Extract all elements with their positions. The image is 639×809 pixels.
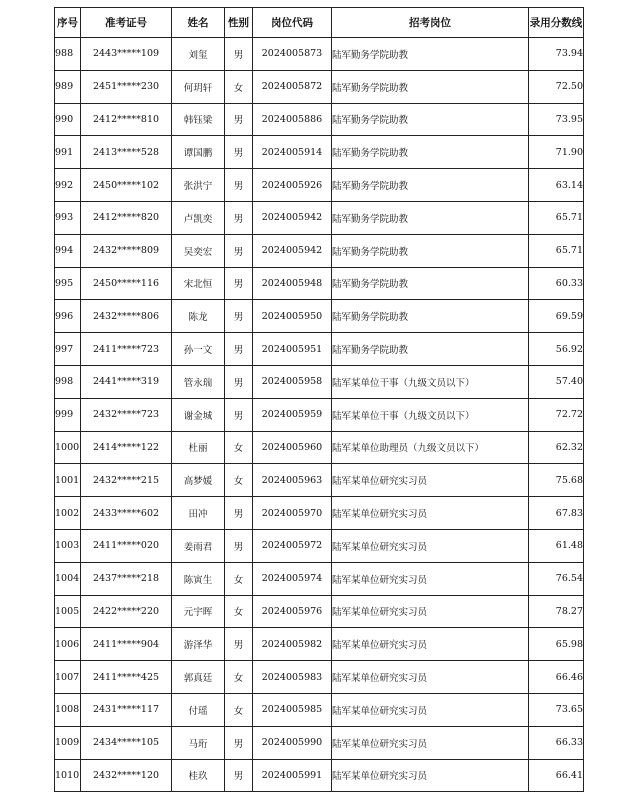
cell-gender: 男	[225, 726, 253, 759]
cell-post: 陆军某单位干事（九级文员以下）	[332, 398, 529, 431]
cell-post: 陆军勤务学院助教	[332, 201, 529, 234]
cell-seq: 1005	[55, 595, 81, 628]
cell-gender: 男	[225, 398, 253, 431]
cell-name: 刘玺	[172, 38, 225, 71]
cell-gender: 女	[225, 595, 253, 628]
cell-name: 孙一文	[172, 333, 225, 366]
cell-score: 78.27	[529, 595, 584, 628]
cell-post-code: 2024005942	[253, 201, 332, 234]
cell-score: 72.72	[529, 398, 584, 431]
cell-post-code: 2024005976	[253, 595, 332, 628]
cell-gender: 男	[225, 300, 253, 333]
cell-name: 陈龙	[172, 300, 225, 333]
cell-post-code: 2024005958	[253, 365, 332, 398]
cell-exam-id: 2450*****116	[81, 267, 172, 300]
cell-gender: 女	[225, 661, 253, 694]
cell-gender: 男	[225, 497, 253, 530]
cell-seq: 996	[55, 300, 81, 333]
cell-gender: 女	[225, 693, 253, 726]
cell-score: 73.65	[529, 693, 584, 726]
table-row	[55, 234, 584, 267]
cell-seq: 1000	[55, 431, 81, 464]
cell-score: 56.92	[529, 333, 584, 366]
cell-score: 73.94	[529, 38, 584, 71]
cell-name: 卢凯奕	[172, 201, 225, 234]
cell-post-code: 2024005970	[253, 497, 332, 530]
cell-exam-id: 2432*****215	[81, 464, 172, 497]
cell-gender: 女	[225, 431, 253, 464]
table-row	[55, 497, 584, 530]
cell-score: 60.33	[529, 267, 584, 300]
cell-post-code: 2024005942	[253, 234, 332, 267]
cell-score: 71.90	[529, 136, 584, 169]
cell-score: 66.33	[529, 726, 584, 759]
cell-score: 73.95	[529, 103, 584, 136]
cell-post: 陆军某单位干事（九级文员以下）	[332, 365, 529, 398]
table-row	[55, 38, 584, 71]
cell-post-code: 2024005873	[253, 38, 332, 71]
cell-post-code: 2024005985	[253, 693, 332, 726]
cell-score: 75.68	[529, 464, 584, 497]
cell-post: 陆军勤务学院助教	[332, 103, 529, 136]
cell-gender: 女	[225, 464, 253, 497]
score-table	[54, 7, 584, 792]
table-row	[55, 201, 584, 234]
table-row	[55, 136, 584, 169]
cell-name: 吴奕宏	[172, 234, 225, 267]
cell-score: 65.71	[529, 201, 584, 234]
cell-name: 谢金城	[172, 398, 225, 431]
cell-score: 65.98	[529, 628, 584, 661]
cell-post: 陆军某单位研究实习员	[332, 628, 529, 661]
cell-post: 陆军某单位研究实习员	[332, 661, 529, 694]
cell-gender: 女	[225, 70, 253, 103]
cell-name: 杜丽	[172, 431, 225, 464]
cell-post: 陆军某单位研究实习员	[332, 497, 529, 530]
table-row	[55, 267, 584, 300]
cell-exam-id: 2434*****105	[81, 726, 172, 759]
cell-name: 桂玖	[172, 759, 225, 792]
table-row	[55, 169, 584, 202]
cell-post-code: 2024005990	[253, 726, 332, 759]
cell-gender: 男	[225, 365, 253, 398]
cell-post-code: 2024005960	[253, 431, 332, 464]
table-row	[55, 693, 584, 726]
cell-exam-id: 2414*****122	[81, 431, 172, 464]
cell-score: 66.41	[529, 759, 584, 792]
cell-post: 陆军勤务学院助教	[332, 38, 529, 71]
table-row	[55, 759, 584, 792]
cell-post: 陆军某单位研究实习员	[332, 529, 529, 562]
table-row	[55, 562, 584, 595]
table-row	[55, 103, 584, 136]
cell-exam-id: 2412*****820	[81, 201, 172, 234]
cell-name: 马珩	[172, 726, 225, 759]
cell-gender: 男	[225, 103, 253, 136]
cell-score: 63.14	[529, 169, 584, 202]
cell-exam-id: 2443*****109	[81, 38, 172, 71]
cell-score: 61.48	[529, 529, 584, 562]
header-post: 招考岗位	[332, 8, 529, 38]
cell-exam-id: 2432*****806	[81, 300, 172, 333]
cell-name: 何玥轩	[172, 70, 225, 103]
cell-exam-id: 2431*****117	[81, 693, 172, 726]
cell-gender: 男	[225, 333, 253, 366]
cell-exam-id: 2432*****809	[81, 234, 172, 267]
cell-name: 谭国鹏	[172, 136, 225, 169]
table-row	[55, 595, 584, 628]
cell-seq: 1002	[55, 497, 81, 530]
cell-post-code: 2024005886	[253, 103, 332, 136]
table-row	[55, 70, 584, 103]
cell-exam-id: 2411*****904	[81, 628, 172, 661]
cell-post-code: 2024005951	[253, 333, 332, 366]
cell-seq: 999	[55, 398, 81, 431]
cell-post: 陆军勤务学院助教	[332, 169, 529, 202]
cell-gender: 男	[225, 38, 253, 71]
header-score: 录用分数线	[529, 8, 584, 38]
cell-post-code: 2024005959	[253, 398, 332, 431]
cell-post: 陆军勤务学院助教	[332, 234, 529, 267]
cell-name: 高梦媛	[172, 464, 225, 497]
cell-post-code: 2024005991	[253, 759, 332, 792]
cell-seq: 1007	[55, 661, 81, 694]
cell-score: 76.54	[529, 562, 584, 595]
cell-exam-id: 2432*****120	[81, 759, 172, 792]
table-row	[55, 365, 584, 398]
cell-post: 陆军某单位助理员（九级文员以下）	[332, 431, 529, 464]
cell-score: 66.46	[529, 661, 584, 694]
cell-gender: 男	[225, 169, 253, 202]
cell-name: 元宇晖	[172, 595, 225, 628]
cell-exam-id: 2413*****528	[81, 136, 172, 169]
cell-post: 陆军勤务学院助教	[332, 136, 529, 169]
cell-post-code: 2024005872	[253, 70, 332, 103]
cell-name: 陈寅生	[172, 562, 225, 595]
cell-seq: 1010	[55, 759, 81, 792]
cell-name: 宋北恒	[172, 267, 225, 300]
cell-name: 郭真廷	[172, 661, 225, 694]
cell-seq: 990	[55, 103, 81, 136]
cell-seq: 1006	[55, 628, 81, 661]
cell-seq: 993	[55, 201, 81, 234]
header-row	[55, 8, 584, 38]
table-row	[55, 300, 584, 333]
table-row	[55, 464, 584, 497]
cell-seq: 991	[55, 136, 81, 169]
cell-post-code: 2024005983	[253, 661, 332, 694]
cell-name: 田冲	[172, 497, 225, 530]
cell-post: 陆军勤务学院助教	[332, 70, 529, 103]
header-post-code: 岗位代码	[253, 8, 332, 38]
table-row	[55, 333, 584, 366]
table-row	[55, 398, 584, 431]
cell-gender: 男	[225, 628, 253, 661]
cell-post-code: 2024005972	[253, 529, 332, 562]
cell-post-code: 2024005926	[253, 169, 332, 202]
cell-post: 陆军某单位研究实习员	[332, 595, 529, 628]
cell-name: 付瑶	[172, 693, 225, 726]
cell-name: 韩钰梁	[172, 103, 225, 136]
cell-post: 陆军某单位研究实习员	[332, 562, 529, 595]
cell-seq: 1004	[55, 562, 81, 595]
cell-gender: 男	[225, 759, 253, 792]
cell-gender: 女	[225, 562, 253, 595]
header-gender: 性别	[225, 8, 253, 38]
cell-seq: 995	[55, 267, 81, 300]
cell-score: 65.71	[529, 234, 584, 267]
cell-exam-id: 2441*****319	[81, 365, 172, 398]
cell-seq: 997	[55, 333, 81, 366]
cell-exam-id: 2422*****220	[81, 595, 172, 628]
cell-score: 62.32	[529, 431, 584, 464]
cell-post-code: 2024005974	[253, 562, 332, 595]
cell-post: 陆军勤务学院助教	[332, 333, 529, 366]
cell-post-code: 2024005982	[253, 628, 332, 661]
cell-post-code: 2024005948	[253, 267, 332, 300]
cell-post-code: 2024005914	[253, 136, 332, 169]
cell-post-code: 2024005950	[253, 300, 332, 333]
cell-exam-id: 2433*****602	[81, 497, 172, 530]
table-row	[55, 628, 584, 661]
cell-gender: 男	[225, 529, 253, 562]
cell-exam-id: 2411*****020	[81, 529, 172, 562]
table-row	[55, 661, 584, 694]
header-exam-id: 准考证号	[81, 8, 172, 38]
cell-score: 69.59	[529, 300, 584, 333]
cell-score: 72.50	[529, 70, 584, 103]
cell-gender: 男	[225, 267, 253, 300]
cell-exam-id: 2437*****218	[81, 562, 172, 595]
cell-post: 陆军某单位研究实习员	[332, 726, 529, 759]
cell-exam-id: 2411*****425	[81, 661, 172, 694]
cell-exam-id: 2412*****810	[81, 103, 172, 136]
cell-post: 陆军勤务学院助教	[332, 267, 529, 300]
cell-name: 管永瑞	[172, 365, 225, 398]
cell-seq: 1009	[55, 726, 81, 759]
table-row	[55, 726, 584, 759]
cell-gender: 男	[225, 201, 253, 234]
cell-seq: 1008	[55, 693, 81, 726]
cell-exam-id: 2451*****230	[81, 70, 172, 103]
cell-name: 姜雨君	[172, 529, 225, 562]
cell-score: 67.83	[529, 497, 584, 530]
cell-gender: 男	[225, 234, 253, 267]
cell-seq: 992	[55, 169, 81, 202]
table-row	[55, 529, 584, 562]
cell-name: 游泽华	[172, 628, 225, 661]
header-name: 姓名	[172, 8, 225, 38]
cell-exam-id: 2450*****102	[81, 169, 172, 202]
cell-exam-id: 2411*****723	[81, 333, 172, 366]
cell-score: 57.40	[529, 365, 584, 398]
cell-exam-id: 2432*****723	[81, 398, 172, 431]
cell-post: 陆军某单位研究实习员	[332, 693, 529, 726]
header-seq: 序号	[55, 8, 81, 38]
cell-post-code: 2024005963	[253, 464, 332, 497]
cell-seq: 988	[55, 38, 81, 71]
table-row	[55, 431, 584, 464]
cell-post: 陆军勤务学院助教	[332, 300, 529, 333]
cell-post: 陆军某单位研究实习员	[332, 759, 529, 792]
cell-gender: 男	[225, 136, 253, 169]
cell-post: 陆军某单位研究实习员	[332, 464, 529, 497]
cell-seq: 1001	[55, 464, 81, 497]
cell-seq: 994	[55, 234, 81, 267]
cell-seq: 1003	[55, 529, 81, 562]
cell-name: 张洪宁	[172, 169, 225, 202]
cell-seq: 989	[55, 70, 81, 103]
cell-seq: 998	[55, 365, 81, 398]
